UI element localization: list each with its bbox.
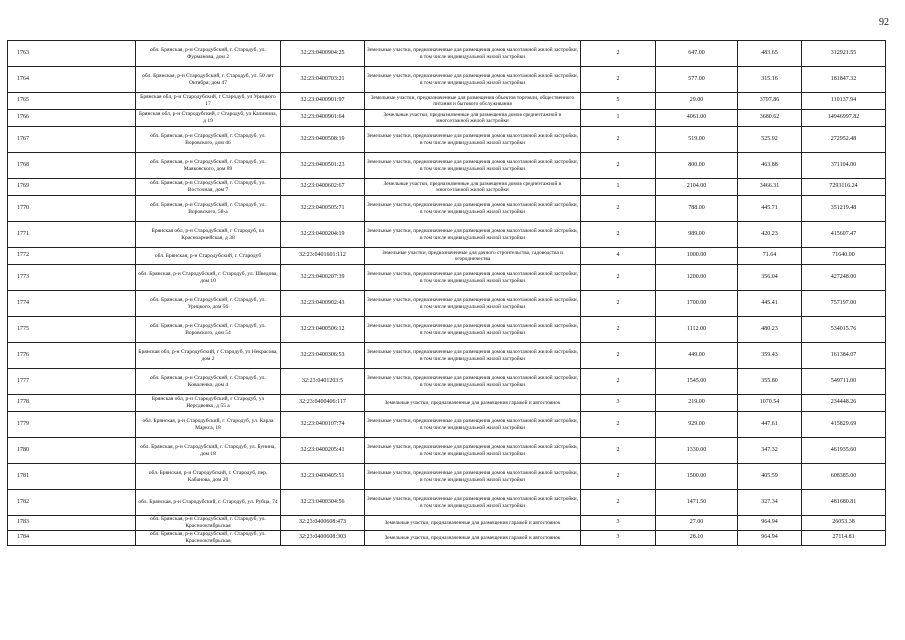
area-cell: 219.00	[656, 395, 738, 412]
land-use-cell: Земельные участки, предназначенные для размещения гаражей и автостоянок	[365, 395, 581, 412]
specific-value-cell: 347.32	[738, 438, 802, 464]
land-use-cell: Земельные участки, предназначенные для размещения домов малоэтажной жилой застройки, в том числе индивидуальной жилой застройки	[365, 343, 581, 369]
table-row	[8, 531, 886, 546]
address-cell: обл. Брянская, р-н Стародубский, г. Стародуб	[136, 248, 281, 265]
land-use-cell: Земельные участки, предназначенные для размещения домов малоэтажной жилой застройки, в том числе индивидуальной жилой застройки	[365, 196, 581, 222]
cadastral-value-cell: 481680.81	[802, 490, 886, 516]
area-cell: 1500.00	[656, 464, 738, 490]
area-cell: 29.00	[656, 93, 738, 110]
cadastral-number-cell: 32:23:0400304:56	[281, 490, 365, 516]
specific-value-cell: 3466.31	[738, 179, 802, 196]
row-number: 1768	[8, 153, 136, 179]
specific-value-cell: 327.34	[738, 490, 802, 516]
address-cell: обл. Брянская, р-н Стародубский, г. Стародуб, ул. Восточная, дом 7	[136, 179, 281, 196]
group-cell: 2	[581, 196, 656, 222]
specific-value-cell: 445.71	[738, 196, 802, 222]
cadastral-number-cell: 32:23:0400406:117	[281, 395, 365, 412]
land-use-cell: Земельные участки, предназначенные для дачного строительства, садоводства и огородничества	[365, 248, 581, 265]
specific-value-cell: 483.65	[738, 41, 802, 67]
address-cell: обл. Брянская, р-н Стародубский, г. Стародуб, ул. Шведова, дом 10	[136, 265, 281, 291]
table-row	[8, 516, 886, 531]
area-cell: 2104.00	[656, 179, 738, 196]
row-number: 1763	[8, 41, 136, 67]
cadastral-value-cell: 71640.00	[802, 248, 886, 265]
group-cell: 2	[581, 291, 656, 317]
specific-value-cell: 405.59	[738, 464, 802, 490]
group-cell: 2	[581, 127, 656, 153]
area-cell: 28.10	[656, 531, 738, 546]
address-cell: обл. Брянская, р-н Стародубский, г. Стародуб, ул. Краснооктябрьская	[136, 516, 281, 531]
cadastral-value-cell: 161384.07	[802, 343, 886, 369]
row-number: 1778	[8, 395, 136, 412]
row-number: 1769	[8, 179, 136, 196]
cadastral-value-cell: 110137.94	[802, 93, 886, 110]
cadastral-value-cell: 26053.38	[802, 516, 886, 531]
group-cell: 2	[581, 153, 656, 179]
table-row	[8, 412, 886, 438]
area-cell: 989.00	[656, 222, 738, 248]
row-number: 1767	[8, 127, 136, 153]
specific-value-cell: 3680.62	[738, 110, 802, 127]
group-cell: 3	[581, 531, 656, 546]
cadastral-value-cell: 757197.00	[802, 291, 886, 317]
table-row	[8, 395, 886, 412]
row-number: 1781	[8, 464, 136, 490]
cadastral-number-cell: 32:23:0400602:67	[281, 179, 365, 196]
address-cell: обл. Брянская, р-н Стародубский, г. Стародуб, ул. Воровского, дом 46	[136, 127, 281, 153]
specific-value-cell: 315.16	[738, 67, 802, 93]
row-number: 1771	[8, 222, 136, 248]
address-cell: Брянская обл, р-н Стародубский, г Стародуб, пл Красноармейская, д 38	[136, 222, 281, 248]
cadastral-value-cell: 371104.00	[802, 153, 886, 179]
cadastral-number-cell: 32:23:0400204:19	[281, 222, 365, 248]
specific-value-cell: 447.61	[738, 412, 802, 438]
land-use-cell: Земельные участки, предназначенные для размещения домов малоэтажной жилой застройки, в том числе индивидуальной жилой застройки	[365, 317, 581, 343]
group-cell: 2	[581, 222, 656, 248]
specific-value-cell: 359.43	[738, 343, 802, 369]
row-number: 1770	[8, 196, 136, 222]
table-row	[8, 464, 886, 490]
page-number: 92	[879, 17, 889, 28]
specific-value-cell: 71.64	[738, 248, 802, 265]
row-number: 1779	[8, 412, 136, 438]
land-use-cell: Земельные участки, предназначенные для размещения домов малоэтажной жилой застройки, в том числе индивидуальной жилой застройки	[365, 222, 581, 248]
cadastral-number-cell: 32:23:0400405:51	[281, 464, 365, 490]
cadastral-number-cell: 32:23:0400904:25	[281, 41, 365, 67]
cadastral-number-cell: 32:23:0400207:39	[281, 265, 365, 291]
table-row	[8, 153, 886, 179]
address-cell: обл. Брянская, р-н Стародубский, г. Стародуб, ул. Карла Маркса, 18	[136, 412, 281, 438]
address-cell: обл. Брянская, р-н Стародубский, г. Стародуб, ул. Краснооктябрьская	[136, 531, 281, 546]
specific-value-cell: 445.41	[738, 291, 802, 317]
row-number: 1764	[8, 67, 136, 93]
table-row	[8, 41, 886, 67]
group-cell: 2	[581, 265, 656, 291]
row-number: 1783	[8, 516, 136, 531]
land-use-cell: Земельные участки, предназначенные для размещения домов среднеэтажной и многоэтажной жилой застройки	[365, 110, 581, 127]
row-number: 1765	[8, 93, 136, 110]
address-cell: обл. Брянская, р-н Стародубский, г. Стародуб, ул. Воровского, дом 54	[136, 317, 281, 343]
cadastral-value-cell: 181847.32	[802, 67, 886, 93]
cadastral-value-cell: 351219.48	[802, 196, 886, 222]
cadastral-number-cell: 32:23:0400205:41	[281, 438, 365, 464]
area-cell: 1471.50	[656, 490, 738, 516]
cadastral-number-cell: 32:23:0400901:97	[281, 93, 365, 110]
group-cell: 1	[581, 179, 656, 196]
group-cell: 3	[581, 395, 656, 412]
table-row	[8, 110, 886, 127]
address-cell: обл. Брянская, р-н Стародубский, г. Стародуб, ул. Рубца, 74	[136, 490, 281, 516]
group-cell: 2	[581, 317, 656, 343]
address-cell: Брянская обл, р-н Стародубский, г Стародуб, ул Калинина, д 19	[136, 110, 281, 127]
cadastral-value-cell: 234448.26	[802, 395, 886, 412]
area-cell: 4061.00	[656, 110, 738, 127]
land-use-cell: Земельные участки, предназначенные для размещения объектов торговли, общественного питания и бытового обслуживания	[365, 93, 581, 110]
area-cell: 788.00	[656, 196, 738, 222]
address-cell: обл. Брянская, р-н Стародубский, г. Стародуб, ул. Воровского, 58-а	[136, 196, 281, 222]
table-body	[8, 41, 886, 546]
land-use-cell: Земельные участки, предназначенные для размещения домов малоэтажной жилой застройки, в том числе индивидуальной жилой застройки	[365, 291, 581, 317]
table-row	[8, 222, 886, 248]
table-row	[8, 317, 886, 343]
specific-value-cell: 3797.86	[738, 93, 802, 110]
group-cell: 2	[581, 41, 656, 67]
cadastral-number-cell: 32:23:0400501:23	[281, 153, 365, 179]
area-cell: 1545.00	[656, 369, 738, 395]
table-row	[8, 179, 886, 196]
land-use-cell: Земельные участки, предназначенные для размещения домов малоэтажной жилой застройки, в том числе индивидуальной жилой застройки	[365, 412, 581, 438]
specific-value-cell: 463.88	[738, 153, 802, 179]
row-number: 1774	[8, 291, 136, 317]
cadastral-value-cell: 461935.60	[802, 438, 886, 464]
table-row	[8, 93, 886, 110]
cadastral-value-cell: 272952.48	[802, 127, 886, 153]
cadastral-value-cell: 312921.55	[802, 41, 886, 67]
cadastral-number-cell: 32:23:0401601:112	[281, 248, 365, 265]
cadastral-number-cell: 32:23:0400608:473	[281, 516, 365, 531]
area-cell: 27.00	[656, 516, 738, 531]
area-cell: 1112.00	[656, 317, 738, 343]
address-cell: обл. Брянская, р-н Стародубский, г. Стародуб, ул. Бунина, дом 18	[136, 438, 281, 464]
land-use-cell: Земельные участки, предназначенные для размещения домов малоэтажной жилой застройки, в том числе индивидуальной жилой застройки	[365, 490, 581, 516]
specific-value-cell: 525.92	[738, 127, 802, 153]
specific-value-cell: 964.94	[738, 531, 802, 546]
address-cell: Брянская обл, р-н Стародубский, г Стародуб, ул Некрасова, дом 2	[136, 343, 281, 369]
table-row	[8, 291, 886, 317]
cadastral-value-cell: 14946997.82	[802, 110, 886, 127]
address-cell: обл. Брянская, р-н Стародубский, г. Стародуб, ул. Урицкого, дом 56	[136, 291, 281, 317]
area-cell: 1000.00	[656, 248, 738, 265]
cadastral-number-cell: 32:23:0400505:71	[281, 196, 365, 222]
cadastral-number-cell: 32:23:0400703:21	[281, 67, 365, 93]
group-cell: 2	[581, 438, 656, 464]
group-cell: 2	[581, 490, 656, 516]
land-use-cell: Земельные участки, предназначенные для размещения гаражей и автостоянок	[365, 531, 581, 546]
group-cell: 2	[581, 464, 656, 490]
table-row	[8, 196, 886, 222]
address-cell: обл. Брянская, р-н Стародубский, г. Стародуб, ул. Коваленко, дом 4	[136, 369, 281, 395]
address-cell: обл. Брянская, р-н Стародубский, г. Стародуб, ул. Фурманова, дом 2	[136, 41, 281, 67]
group-cell: 2	[581, 412, 656, 438]
cadastral-number-cell: 32:23:0400902:43	[281, 291, 365, 317]
area-cell: 1330.00	[656, 438, 738, 464]
area-cell: 929.00	[656, 412, 738, 438]
area-cell: 800.00	[656, 153, 738, 179]
row-number: 1775	[8, 317, 136, 343]
land-use-cell: Земельные участки, предназначенные для размещения домов малоэтажной жилой застройки, в том числе индивидуальной жилой застройки	[365, 265, 581, 291]
table-row	[8, 438, 886, 464]
area-cell: 577.00	[656, 67, 738, 93]
row-number: 1772	[8, 248, 136, 265]
address-cell: обл. Брянская, р-н Стародубский, г. Стародуб, ул. Маяковского, дом 89	[136, 153, 281, 179]
area-cell: 449.00	[656, 343, 738, 369]
cadastral-number-cell: 32:23:0400901:64	[281, 110, 365, 127]
cadastral-number-cell: 32:23:0400506:12	[281, 317, 365, 343]
cadastral-value-cell: 534015.76	[802, 317, 886, 343]
address-cell: обл. Брянская, р-н Стародубский, г. Стародуб, пер. Кабанова, дом 20	[136, 464, 281, 490]
cadastral-value-cell: 415607.47	[802, 222, 886, 248]
group-cell: 2	[581, 369, 656, 395]
cadastral-value-cell: 549711.00	[802, 369, 886, 395]
table-row	[8, 490, 886, 516]
address-cell: Брянская обл, р-н Стародубский, г Стародуб, ул Урицкого 17	[136, 93, 281, 110]
table-row	[8, 248, 886, 265]
cadastral-number-cell: 32:23:0400508:19	[281, 127, 365, 153]
row-number: 1777	[8, 369, 136, 395]
table-row	[8, 343, 886, 369]
cadastral-number-cell: 32:23:0400306:53	[281, 343, 365, 369]
row-number: 1773	[8, 265, 136, 291]
cadastral-value-cell: 427248.00	[802, 265, 886, 291]
land-use-cell: Земельные участки, предназначенные для размещения домов малоэтажной жилой застройки, в том числе индивидуальной жилой застройки	[365, 369, 581, 395]
land-use-cell: Земельные участки, предназначенные для размещения домов малоэтажной жилой застройки, в том числе индивидуальной жилой застройки	[365, 67, 581, 93]
cadastral-value-cell: 7293116.24	[802, 179, 886, 196]
area-cell: 519.00	[656, 127, 738, 153]
specific-value-cell: 964.94	[738, 516, 802, 531]
table-row	[8, 67, 886, 93]
specific-value-cell: 420.23	[738, 222, 802, 248]
table-row	[8, 127, 886, 153]
specific-value-cell: 480.23	[738, 317, 802, 343]
address-cell: обл. Брянская, р-н Стародубский, г. Стародуб, ул. 50 лет Октября, дом 47	[136, 67, 281, 93]
group-cell: 5	[581, 93, 656, 110]
cadastral-value-cell: 608385.00	[802, 464, 886, 490]
row-number: 1780	[8, 438, 136, 464]
table-row	[8, 265, 886, 291]
area-cell: 1200.00	[656, 265, 738, 291]
row-number: 1776	[8, 343, 136, 369]
group-cell: 1	[581, 110, 656, 127]
area-cell: 647.00	[656, 41, 738, 67]
row-number: 1766	[8, 110, 136, 127]
cadastral-value-cell: 415829.69	[802, 412, 886, 438]
land-use-cell: Земельные участки, предназначенные для размещения домов малоэтажной жилой застройки, в том числе индивидуальной жилой застройки	[365, 438, 581, 464]
land-use-cell: Земельные участки, предназначенные для размещения домов малоэтажной жилой застройки, в том числе индивидуальной жилой застройки	[365, 127, 581, 153]
land-use-cell: Земельные участки, предназначенные для размещения домов малоэтажной жилой застройки, в том числе индивидуальной жилой застройки	[365, 41, 581, 67]
land-use-cell: Земельные участки, предназначенные для размещения гаражей и автостоянок	[365, 516, 581, 531]
table-row	[8, 369, 886, 395]
land-parcel-table	[7, 40, 886, 546]
area-cell: 1700.00	[656, 291, 738, 317]
land-use-cell: Земельные участки, предназначенные для размещения домов малоэтажной жилой застройки, в том числе индивидуальной жилой застройки	[365, 153, 581, 179]
specific-value-cell: 355.80	[738, 369, 802, 395]
address-cell: Брянская обл, р-н Стародубский, г Стародуб, ул Нерсдвеяко, д 55 а	[136, 395, 281, 412]
cadastral-number-cell: 32:23:0400608:303	[281, 531, 365, 546]
land-use-cell: Земельные участки, предназначенные для размещения домов малоэтажной жилой застройки, в том числе индивидуальной жилой застройки	[365, 464, 581, 490]
group-cell: 4	[581, 248, 656, 265]
group-cell: 2	[581, 67, 656, 93]
group-cell: 3	[581, 516, 656, 531]
land-use-cell: Земельные участки, предназначенные для размещения домов среднеэтажной и многоэтажной жилой застройки	[365, 179, 581, 196]
row-number: 1782	[8, 490, 136, 516]
row-number: 1784	[8, 531, 136, 546]
specific-value-cell: 356.04	[738, 265, 802, 291]
group-cell: 2	[581, 343, 656, 369]
cadastral-number-cell: 32:23:0400107:74	[281, 412, 365, 438]
cadastral-number-cell: 32:23:0401203:5	[281, 369, 365, 395]
cadastral-value-cell: 27114.81	[802, 531, 886, 546]
specific-value-cell: 1070.54	[738, 395, 802, 412]
